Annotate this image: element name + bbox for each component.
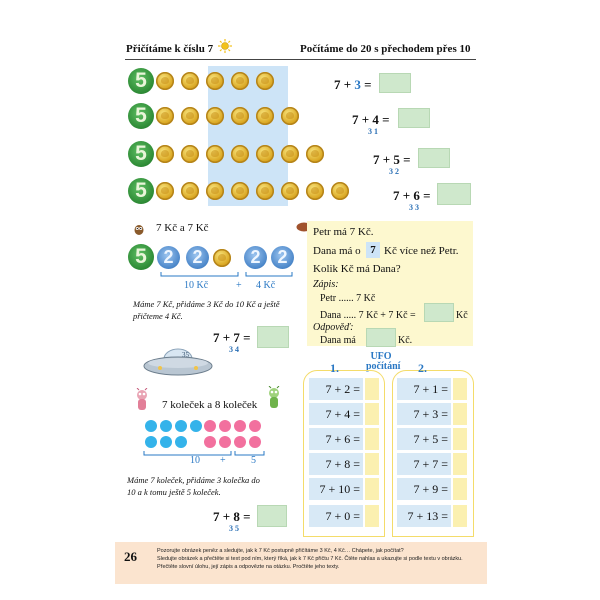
pink-dot	[219, 436, 231, 448]
answer-box[interactable]	[366, 328, 396, 347]
wp-petr: Petr ...... 7 Kč	[320, 293, 376, 304]
ufo-illustration	[142, 346, 214, 380]
ufo-col1-row	[309, 478, 363, 500]
pink-dot	[249, 436, 261, 448]
ufo-col2-row	[397, 505, 451, 527]
coin-section-text: Máme 7 Kč, přidáme 3 Kč do 10 Kč a ještě přičteme 4 Kč.	[133, 299, 280, 321]
dots-label-10: 10	[190, 455, 200, 466]
coin-1-kc	[206, 72, 224, 90]
coin-1-kc	[206, 107, 224, 125]
exercise-7-plus-5: 7 + 5 =	[373, 152, 411, 167]
blue-dot	[160, 420, 172, 432]
ufo-col1-expr: 7 + 8 =	[325, 457, 360, 471]
coin-2-kc: 2	[186, 246, 209, 269]
owl-icon	[133, 222, 145, 234]
split-label: 3 3	[409, 203, 419, 212]
ufo-col1-expr: 7 + 4 =	[325, 407, 360, 421]
blue-dot	[160, 436, 172, 448]
answer-box[interactable]	[257, 505, 287, 527]
coin-1-kc	[181, 107, 199, 125]
wp-answer-a: Dana má	[320, 335, 356, 346]
answer-box[interactable]	[379, 73, 411, 93]
coin-1-kc	[213, 249, 231, 267]
answer-slot[interactable]	[365, 478, 379, 500]
coin-1-kc	[156, 182, 174, 200]
ufo-col2-head: 2.	[418, 361, 427, 375]
wp-zapis-label: Zápis:	[313, 279, 339, 290]
ufo-col2-expr: 7 + 3 =	[413, 407, 448, 421]
exercise-7-plus-8: 7 + 8 =	[213, 509, 251, 524]
footer-line-3: Přečtěte slovní úlohu, její zápis a odpovězte na otázku. Pročtěte jeho texty.	[157, 564, 340, 570]
coin-1-kc	[206, 145, 224, 163]
answer-slot[interactable]	[453, 505, 467, 527]
ufo-col2-row	[397, 378, 451, 400]
wp-line2b: Kč více než Petr.	[384, 245, 459, 257]
footer-line-1: Pozorujte obrázek peněz a sledujte, jak k 7 Kč postupně přičítáme 3 Kč, 4 Kč… Chápete, jak počítat?	[157, 548, 404, 554]
coin-1-kc	[256, 145, 274, 163]
wp-odpoved-label: Odpověď:	[313, 322, 354, 333]
ufo-col1-row	[309, 453, 363, 475]
ufo-col2-row	[397, 478, 451, 500]
ufo-col1-expr: 7 + 2 =	[325, 382, 360, 396]
page-number: 26	[124, 549, 137, 564]
pink-dot	[234, 420, 246, 432]
coin-1-kc	[231, 145, 249, 163]
blue-dot	[145, 420, 157, 432]
label-4-kc: 4 Kč	[256, 280, 276, 291]
ufo-col2-expr: 7 + 13 =	[407, 509, 448, 523]
answer-slot[interactable]	[365, 403, 379, 425]
coin-1-kc	[256, 72, 274, 90]
header-right-title: Počítáme do 20 s přechodem přes 10	[300, 43, 471, 55]
answer-box[interactable]	[257, 326, 289, 348]
ufo-col1-expr: 7 + 6 =	[325, 432, 360, 446]
coin-1-kc	[331, 182, 349, 200]
coin-1-kc	[306, 182, 324, 200]
pink-dot	[234, 436, 246, 448]
ufo-col1-head: 1.	[330, 361, 339, 375]
blue-dot	[175, 420, 187, 432]
split-label: 3 4	[229, 345, 239, 354]
ufo-col2-expr: 7 + 1 =	[413, 382, 448, 396]
coin-1-kc	[281, 107, 299, 125]
wp-answer-b: Kč.	[398, 335, 413, 346]
dots-section-title: 7 koleček a 8 koleček	[162, 399, 258, 411]
blue-dot	[190, 420, 202, 432]
dots-bracket	[143, 448, 265, 458]
exercise-7-plus-3: 7 + 3 =	[334, 77, 372, 92]
ufo-col2-expr: 7 + 5 =	[413, 432, 448, 446]
wp-difference: 7	[366, 242, 380, 258]
footer-instructions	[157, 547, 482, 571]
ufo-number: 35	[182, 351, 189, 359]
split-label: 3 2	[389, 167, 399, 176]
answer-box[interactable]	[424, 303, 454, 322]
coin-1-kc	[156, 145, 174, 163]
coin-1-kc	[231, 107, 249, 125]
plus-sign: +	[236, 280, 242, 291]
ufo-col1-row	[309, 428, 363, 450]
answer-slot[interactable]	[365, 453, 379, 475]
coin-1-kc	[181, 182, 199, 200]
ufo-col1-expr: 7 + 10 =	[319, 482, 360, 496]
coin-1-kc	[181, 145, 199, 163]
coin-5-kc: 5	[128, 244, 154, 270]
coin-1-kc	[231, 182, 249, 200]
ufo-col2-expr: 7 + 9 =	[413, 482, 448, 496]
split-label: 3 5	[229, 524, 239, 533]
coin-2-kc: 2	[244, 246, 267, 269]
coin-1-kc	[281, 145, 299, 163]
wp-line2a: Dana má o	[313, 245, 361, 257]
dots-section-text: Máme 7 koleček, přidáme 3 kolečka do 10 a k tomu ještě 5 koleček.	[127, 475, 260, 497]
pink-alien-icon	[134, 388, 150, 414]
coin-section-title: 7 Kč a 7 Kč	[156, 222, 209, 234]
ufo-col1-row	[309, 378, 363, 400]
footer-line-2: Sledujte obrázek a přečtěte si text pod ním, který říká, jak k 7 Kč přičtu 7 Kč. Čtěte nahlas a ukazujte si podle textu v obrázku.	[157, 556, 463, 562]
exercise-7-plus-7: 7 + 7 =	[213, 330, 251, 345]
wp-dana: Dana ..... 7 Kč + 7 Kč =	[320, 310, 416, 321]
ufo-col1-expr: 7 + 0 =	[325, 509, 360, 523]
coin-5-kc: 5	[128, 141, 154, 167]
answer-box[interactable]	[437, 183, 471, 205]
coin-2-kc: 2	[157, 246, 180, 269]
coin-1-kc	[156, 72, 174, 90]
exercise-7-plus-6: 7 + 6 =	[393, 188, 431, 203]
answer-slot[interactable]	[453, 403, 467, 425]
coin-2-kc: 2	[271, 246, 294, 269]
wp-kc: Kč	[456, 310, 468, 321]
green-alien-icon	[266, 386, 282, 412]
coin-1-kc	[256, 107, 274, 125]
answer-box[interactable]	[418, 148, 450, 168]
answer-box[interactable]	[398, 108, 430, 128]
pink-dot	[249, 420, 261, 432]
coin-1-kc	[206, 182, 224, 200]
blue-dot	[175, 436, 187, 448]
answer-slot[interactable]	[453, 478, 467, 500]
pink-dot	[204, 420, 216, 432]
coin-5-kc: 5	[128, 68, 154, 94]
coin-1-kc	[256, 182, 274, 200]
ufo-col2-row	[397, 403, 451, 425]
ufo-table-title: UFO počítání	[366, 351, 401, 372]
wp-question: Kolik Kč má Dana?	[313, 263, 401, 275]
coin-1-kc	[231, 72, 249, 90]
ufo-col1-row	[309, 505, 363, 527]
coin-5-kc: 5	[128, 103, 154, 129]
sun-icon	[218, 39, 232, 53]
pink-dot	[204, 436, 216, 448]
ufo-col2-expr: 7 + 7 =	[413, 457, 448, 471]
header-divider	[125, 59, 476, 60]
answer-slot[interactable]	[365, 428, 379, 450]
pink-dot	[219, 420, 231, 432]
label-10-kc: 10 Kč	[184, 280, 209, 291]
answer-slot[interactable]	[453, 453, 467, 475]
answer-slot[interactable]	[365, 378, 379, 400]
answer-slot[interactable]	[453, 428, 467, 450]
ufo-col2-row	[397, 428, 451, 450]
dots-label-5: 5	[251, 455, 256, 466]
blue-dot	[145, 436, 157, 448]
split-label: 3 1	[368, 127, 378, 136]
ufo-col1-row	[309, 403, 363, 425]
coin-1-kc	[156, 107, 174, 125]
coin-5-kc: 5	[128, 178, 154, 204]
wp-line1: Petr má 7 Kč.	[313, 226, 374, 238]
coin-1-kc	[306, 145, 324, 163]
coin-1-kc	[181, 72, 199, 90]
ufo-col2-row	[397, 453, 451, 475]
exercise-7-plus-4: 7 + 4 =	[352, 112, 390, 127]
header-left-title: Přičítáme k číslu 7	[126, 43, 214, 55]
answer-slot[interactable]	[365, 505, 379, 527]
coin-1-kc	[281, 182, 299, 200]
answer-slot[interactable]	[453, 378, 467, 400]
dots-plus: +	[220, 455, 226, 466]
